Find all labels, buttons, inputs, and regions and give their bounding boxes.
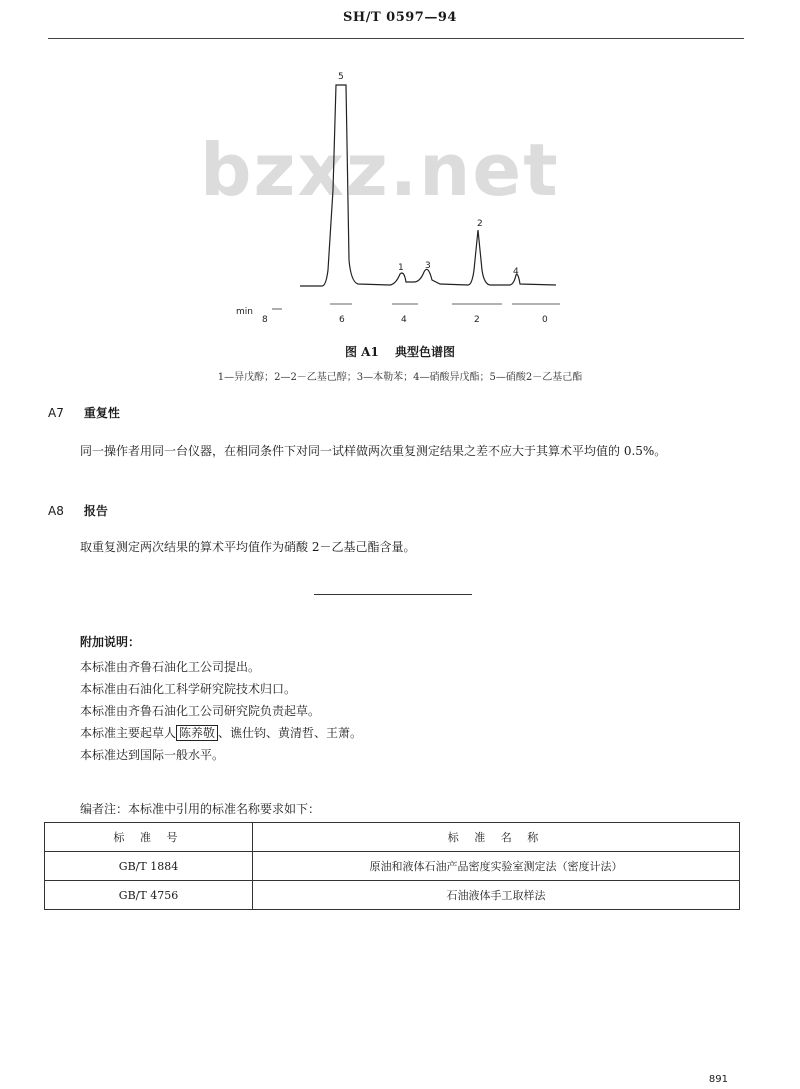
table-header-row	[45, 823, 740, 852]
figure-caption	[0, 343, 800, 360]
additional-notes-heading: 附加说明：	[80, 635, 141, 649]
chromatogram-trace	[300, 85, 556, 286]
figure-number: 图 A1	[344, 345, 379, 359]
note-line: 本标准由齐鲁石油化工公司提出。	[80, 660, 261, 674]
drafter-boxed-name: 陈养敬	[176, 725, 218, 741]
note-line: 本标准由齐鲁石油化工公司研究院负责起草。	[80, 704, 321, 718]
drafters-line	[80, 722, 362, 744]
section-title: 报告	[83, 504, 108, 518]
peak-label: 2	[477, 219, 483, 229]
section-a7-heading	[48, 404, 120, 421]
table-row	[45, 852, 740, 881]
standard-number-cell: GB/T 1884	[45, 852, 253, 881]
referenced-standards-table	[44, 822, 740, 910]
watermark: bzxz.net	[200, 128, 560, 212]
peak-label: 3	[425, 261, 431, 271]
column-header-standard-name: 标 准 名 称	[253, 823, 740, 852]
drafters-rest: 、谯仕钧、黄清哲、王萧。	[218, 726, 363, 740]
standard-name-cell: 原油和液体石油产品密度实验室测定法（密度计法）	[253, 852, 740, 881]
time-axis-tick-label: 8	[262, 315, 268, 325]
note-line: 本标准由石油化工科学研究院技术归口。	[80, 682, 297, 696]
peak-label: 1	[398, 263, 404, 273]
peak-label: 5	[338, 72, 344, 82]
standard-code-header: SH/T 0597—94	[343, 10, 457, 25]
time-axis-tick-label: 2	[474, 315, 480, 325]
standard-number-cell: GB/T 4756	[45, 881, 253, 910]
column-header-standard-number: 标 准 号	[45, 823, 253, 852]
end-divider	[314, 594, 472, 595]
standard-name-cell: 石油液体手工取样法	[253, 881, 740, 910]
chromatogram-figure	[0, 60, 800, 330]
section-a8-heading	[48, 502, 108, 519]
section-number: A7	[48, 406, 64, 420]
figure-legend: 1—异戊醇；2—2－乙基己醇；3—本勒苯；4—硝酸异戊酯；5—硝酸2－乙基己酯	[217, 372, 583, 383]
section-a8-text: 取重复测定两次结果的算术平均值作为硝酸 2－乙基己酯含量。	[80, 540, 416, 554]
additional-notes	[80, 656, 362, 766]
editor-note: 编者注：本标准中引用的标准名称要求如下：	[80, 802, 321, 816]
figure-title: 典型色谱图	[395, 345, 456, 359]
note-line: 本标准达到国际一般水平。	[80, 748, 225, 762]
section-a7-text: 同一操作者用同一台仪器，在相同条件下对同一试样做两次重复测定结果之差不应大于其算术平均值的 0.5%。	[80, 444, 667, 458]
time-axis-tick-label: 4	[401, 315, 407, 325]
time-axis-tick-label: 0	[542, 315, 548, 325]
page-number: 891	[708, 1074, 728, 1085]
peak-label: 4	[513, 267, 519, 277]
time-axis-unit: min	[236, 307, 253, 317]
header-rule	[48, 38, 744, 39]
section-number: A8	[48, 504, 64, 518]
drafters-prefix: 本标准主要起草人	[80, 726, 177, 740]
time-axis-tick-label: 6	[339, 315, 345, 325]
table-row	[45, 881, 740, 910]
section-title: 重复性	[83, 406, 120, 420]
